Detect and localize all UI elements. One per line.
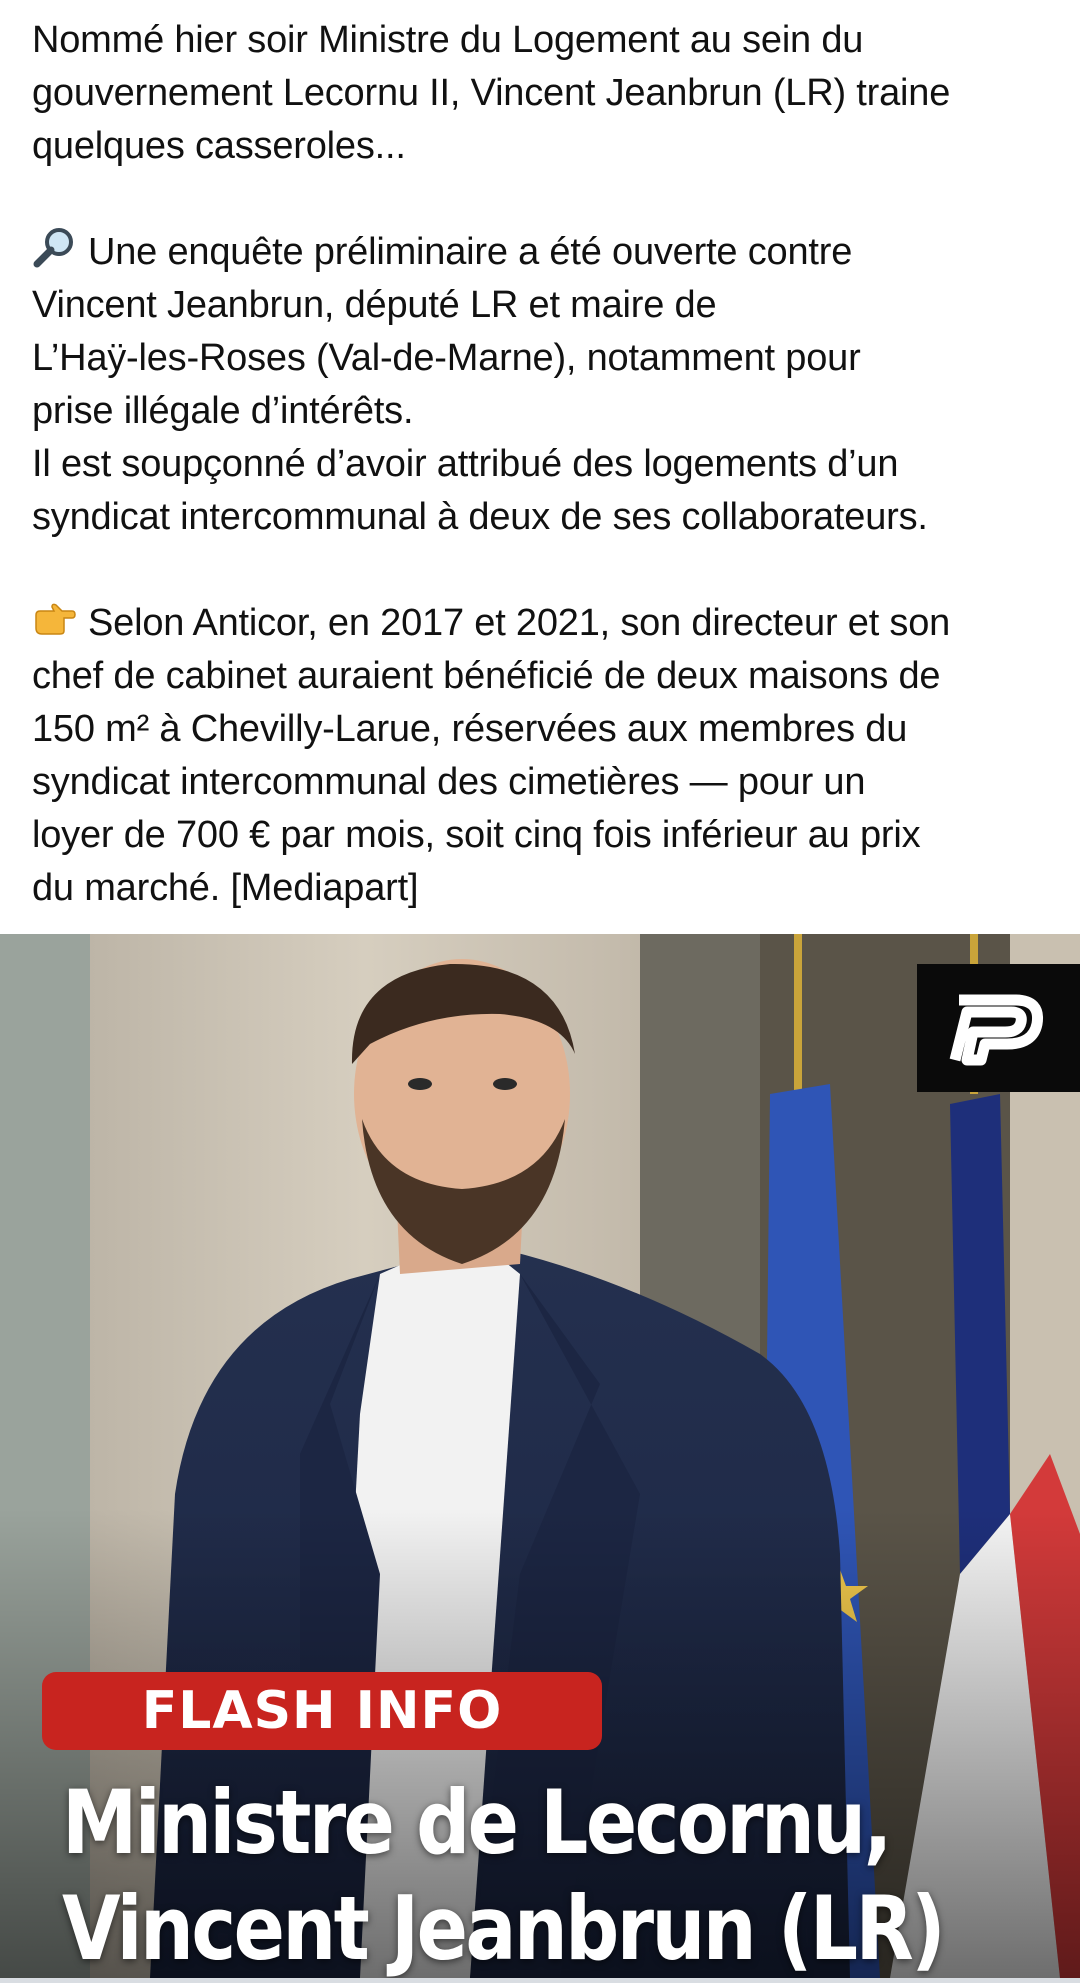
text-line: L’Haÿ-les-Roses (Val-de-Marne), notamment pour [32,337,861,379]
headline-line: Vincent Jeanbrun (LR) [62,1877,944,1978]
text-line: syndicat intercommunal à deux de ses collaborateurs. [32,496,928,538]
text-line: gouvernement Lecornu II, Vincent Jeanbrun (LR) traine [32,72,951,114]
text-line: 150 m² à Chevilly-Larue, réservées aux membres du [32,708,908,750]
image-headline [62,1770,944,1978]
text-line: Vincent Jeanbrun, député LR et maire de [32,284,717,326]
pointing-hand-icon [32,597,76,641]
text-line: Nommé hier soir Ministre du Logement au sein du [32,19,864,61]
text-line [32,597,1062,650]
bottom-divider [0,1978,1080,1983]
text-line: quelques casseroles... [32,125,406,167]
text-segment: Selon Anticor, en 2017 et 2021, son directeur et son [88,602,951,644]
post-paragraph-2 [32,226,1062,544]
text-line: chef de cabinet auraient bénéficié de deux maisons de [32,655,941,697]
text-segment: Une enquête préliminaire a été ouverte contre [88,231,853,273]
text-line: du marché. [Mediapart] [32,867,419,909]
post-image[interactable] [0,934,1080,1978]
text-line: syndicat intercommunal des cimetières — pour un [32,761,866,803]
post-text [32,14,1062,968]
text-line [32,226,1062,279]
fp-logo-icon [917,964,1080,1092]
text-line: loyer de 700 € par mois, soit cinq fois inférieur au prix [32,814,921,856]
text-line: prise illégale d’intérêts. [32,390,414,432]
post-paragraph-1 [32,14,1062,173]
magnifying-glass-icon [32,226,76,270]
logo-mark [945,994,1055,1066]
flash-info-badge: FLASH INFO [42,1672,602,1750]
post-paragraph-3 [32,597,1062,915]
text-line: Il est soupçonné d’avoir attribué des logements d’un [32,443,899,485]
headline-line: Ministre de Lecornu, [62,1771,890,1874]
